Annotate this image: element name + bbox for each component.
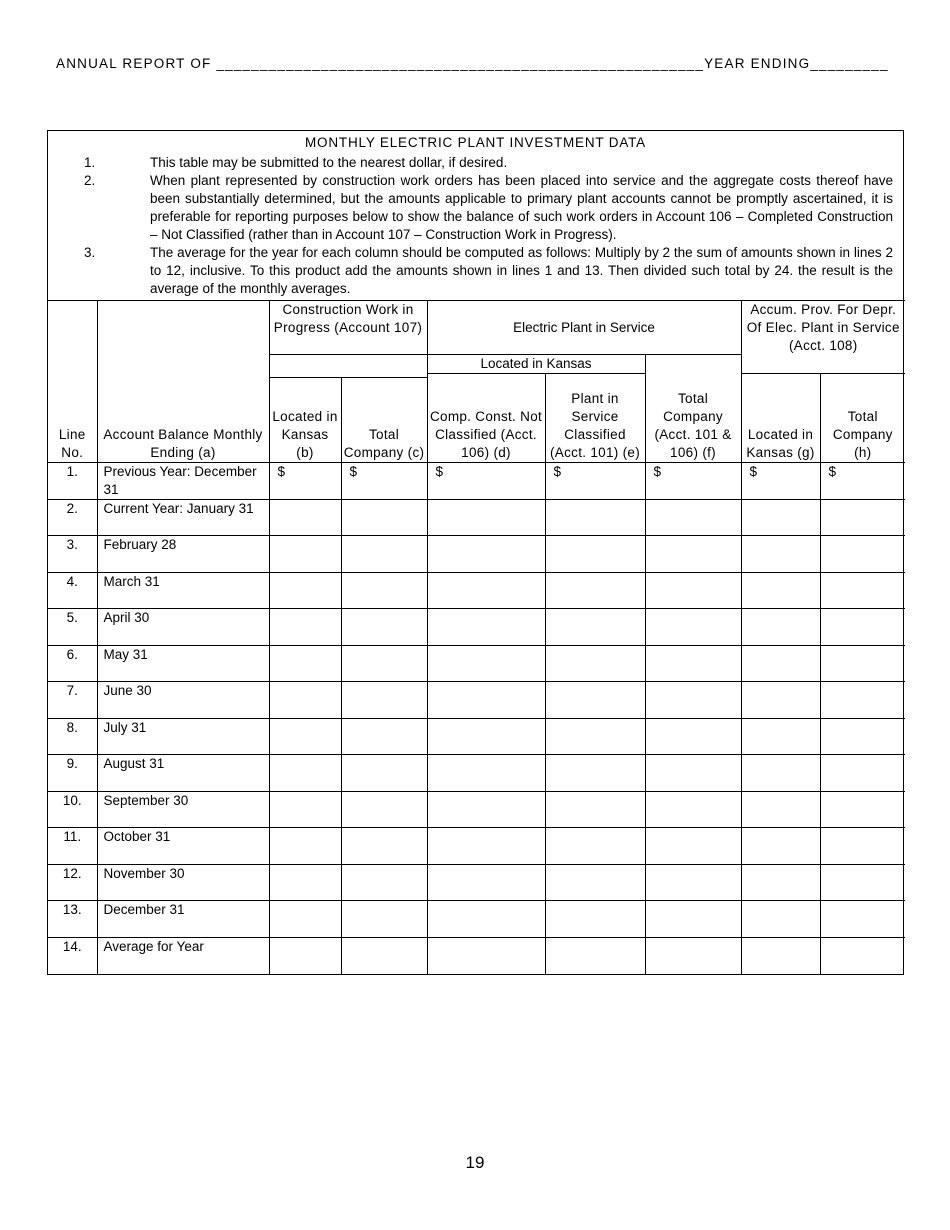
cell-c[interactable] [341,901,427,938]
cell-h[interactable] [820,865,905,901]
cell-b[interactable] [269,573,341,609]
cell-e[interactable]: $ [545,463,645,500]
cell-g[interactable] [741,865,820,901]
instruction-note [58,244,893,298]
cell-b[interactable] [269,901,341,938]
cell-e[interactable] [545,755,645,792]
cell-d[interactable] [427,646,545,682]
col-header-h: Total Company (h) [820,374,905,463]
cell-f[interactable] [645,536,741,573]
table-row [48,719,905,755]
note-text: The average for the year for each column should be computed as follows: Multiply by 2 the sum of amounts shown in lines 2 to 12, inclusive. To this product add the amounts shown in lines 1 and 13. Then divided such total by 24. the result is the average of the monthly averages. [150,245,893,296]
cell-c[interactable] [341,573,427,609]
cell-g[interactable]: $ [741,463,820,500]
cell-b[interactable] [269,646,341,682]
instruction-note [58,154,893,172]
account-label: September 30 [97,792,269,828]
cell-g[interactable] [741,573,820,609]
cell-d[interactable] [427,755,545,792]
account-label: October 31 [97,828,269,865]
cell-f[interactable] [645,682,741,719]
cell-c[interactable] [341,646,427,682]
cell-g[interactable] [741,938,820,974]
table-row [48,646,905,682]
cell-d[interactable] [427,573,545,609]
cell-b[interactable] [269,682,341,719]
year-ending-label: YEAR ENDING [704,56,811,71]
table-row [48,500,905,536]
cell-h[interactable] [820,609,905,646]
cell-e[interactable] [545,682,645,719]
col-header-line-no: Line No. [48,301,97,463]
table-row [48,609,905,646]
cell-c[interactable] [341,792,427,828]
table-row [48,463,905,500]
cell-f[interactable]: $ [645,463,741,500]
cell-e[interactable] [545,573,645,609]
account-label: April 30 [97,609,269,646]
cell-f[interactable] [645,755,741,792]
cell-e[interactable] [545,792,645,828]
cell-b[interactable] [269,500,341,536]
cell-b[interactable] [269,536,341,573]
table-row [48,938,905,974]
annual-report-field[interactable]: ________________________________________________________ [216,56,705,71]
cell-g[interactable] [741,682,820,719]
table-row [48,536,905,573]
col-header-account-balance: Account Balance Monthly Ending (a) [97,301,269,463]
cell-h[interactable] [820,901,905,938]
line-number: 2. [48,500,97,536]
cell-e[interactable] [545,865,645,901]
col-header-d: Comp. Const. Not Classified (Acct. 106) (d) [427,374,545,463]
cell-c[interactable]: $ [341,463,427,500]
account-label: November 30 [97,865,269,901]
cell-d[interactable] [427,719,545,755]
account-label: May 31 [97,646,269,682]
page-number: 19 [465,1153,485,1172]
report-header [56,56,889,71]
account-label: June 30 [97,682,269,719]
form-title: MONTHLY ELECTRIC PLANT INVESTMENT DATA [305,135,646,150]
line-number: 4. [48,573,97,609]
line-number: 9. [48,755,97,792]
cell-d[interactable] [427,865,545,901]
instructions [48,131,903,300]
cell-h[interactable] [820,500,905,536]
cell-h[interactable] [820,755,905,792]
col-header-e: Plant in Service Classified (Acct. 101) (e) [545,374,645,463]
cell-e[interactable] [545,901,645,938]
cell-b[interactable] [269,792,341,828]
cell-c[interactable] [341,536,427,573]
line-number: 8. [48,719,97,755]
col-header-f: Total Company (Acct. 101 & 106) (f) [645,355,741,463]
line-number: 5. [48,609,97,646]
cell-c[interactable] [341,682,427,719]
cell-d[interactable] [427,828,545,865]
account-label: December 31 [97,901,269,938]
cell-f[interactable] [645,646,741,682]
cell-e[interactable] [545,938,645,974]
cell-d[interactable] [427,609,545,646]
group-header-electric-plant: Electric Plant in Service [427,301,741,355]
cell-d[interactable] [427,500,545,536]
group-header-located-kansas: Located in Kansas [427,355,645,374]
cell-g[interactable] [741,755,820,792]
cell-g[interactable] [741,646,820,682]
cell-d[interactable] [427,792,545,828]
cell-e[interactable] [545,609,645,646]
cell-f[interactable] [645,865,741,901]
cell-b[interactable]: $ [269,463,341,500]
cell-d[interactable] [427,682,545,719]
cell-h[interactable]: $ [820,463,905,500]
line-number: 11. [48,828,97,865]
cell-f[interactable] [645,500,741,536]
table-row [48,901,905,938]
cell-g[interactable] [741,536,820,573]
account-label: February 28 [97,536,269,573]
cell-f[interactable] [645,719,741,755]
note-number: 2. [84,173,96,188]
account-label: March 31 [97,573,269,609]
cell-h[interactable] [820,792,905,828]
cell-f[interactable] [645,828,741,865]
table-row [48,792,905,828]
line-number: 1. [48,463,97,500]
cell-e[interactable] [545,646,645,682]
cell-h[interactable] [820,719,905,755]
table-row [48,828,905,865]
cell-h[interactable] [820,828,905,865]
cell-f[interactable] [645,792,741,828]
line-number: 7. [48,682,97,719]
cell-e[interactable] [545,500,645,536]
cell-c[interactable] [341,719,427,755]
note-text: When plant represented by construction work orders has been placed into service and the aggregate costs thereof have been substantially determined, but the amounts applicable to primary plant accounts cannot be promptly ascertained, it is preferable for reporting purposes below to show the balance of such work orders in Account 106 – Completed Construction – Not Classified (rather than in Account 107 – Construction Work in Progress). [150,173,893,242]
line-number: 10. [48,792,97,828]
header-spacer [269,355,427,374]
investment-data-form [47,130,904,975]
table-row [48,573,905,609]
cell-h[interactable] [820,573,905,609]
cell-d[interactable] [427,938,545,974]
cell-g[interactable] [741,901,820,938]
line-number: 12. [48,865,97,901]
group-header-accum-prov: Accum. Prov. For Depr. Of Elec. Plant in Service (Acct. 108) [741,301,905,374]
cell-e[interactable] [545,536,645,573]
col-header-g: Located in Kansas (g) [741,374,820,463]
annual-report-label: ANNUAL REPORT OF [56,56,212,71]
cell-b[interactable] [269,755,341,792]
cell-c[interactable] [341,828,427,865]
cell-c[interactable] [341,938,427,974]
group-header-cwip: Construction Work in Progress (Account 107) [269,301,427,355]
cell-h[interactable] [820,682,905,719]
line-number: 6. [48,646,97,682]
note-number: 3. [84,245,96,260]
cell-d[interactable] [427,536,545,573]
cell-b[interactable] [269,938,341,974]
cell-d[interactable] [427,901,545,938]
col-header-b: Located in Kansas (b) [269,378,341,463]
year-ending-field[interactable]: _________ [810,56,889,71]
cell-g[interactable] [741,719,820,755]
line-number: 3. [48,536,97,573]
cell-g[interactable] [741,828,820,865]
cell-g[interactable] [741,609,820,646]
cell-d[interactable]: $ [427,463,545,500]
cell-h[interactable] [820,938,905,974]
cell-b[interactable] [269,865,341,901]
table-row [48,865,905,901]
cell-e[interactable] [545,828,645,865]
cell-b[interactable] [269,609,341,646]
cell-c[interactable] [341,500,427,536]
account-label: Previous Year: December 31 [97,463,269,500]
instruction-note [58,172,893,244]
line-number: 14. [48,938,97,974]
cell-f[interactable] [645,938,741,974]
account-label: August 31 [97,755,269,792]
cell-b[interactable] [269,828,341,865]
account-label: July 31 [97,719,269,755]
col-header-c: Total Company (c) [341,378,427,463]
account-label: Current Year: January 31 [97,500,269,536]
cell-g[interactable] [741,500,820,536]
cell-c[interactable] [341,865,427,901]
cell-f[interactable] [645,609,741,646]
note-number: 1. [84,155,96,170]
cell-b[interactable] [269,719,341,755]
table-row [48,755,905,792]
note-text: This table may be submitted to the nearest dollar, if desired. [150,155,508,170]
cell-f[interactable] [645,901,741,938]
account-label: Average for Year [97,938,269,974]
investment-table [48,300,905,974]
line-number: 13. [48,901,97,938]
table-row [48,682,905,719]
cell-c[interactable] [341,609,427,646]
cell-g[interactable] [741,792,820,828]
cell-h[interactable] [820,646,905,682]
cell-f[interactable] [645,573,741,609]
cell-h[interactable] [820,536,905,573]
cell-e[interactable] [545,719,645,755]
cell-c[interactable] [341,755,427,792]
